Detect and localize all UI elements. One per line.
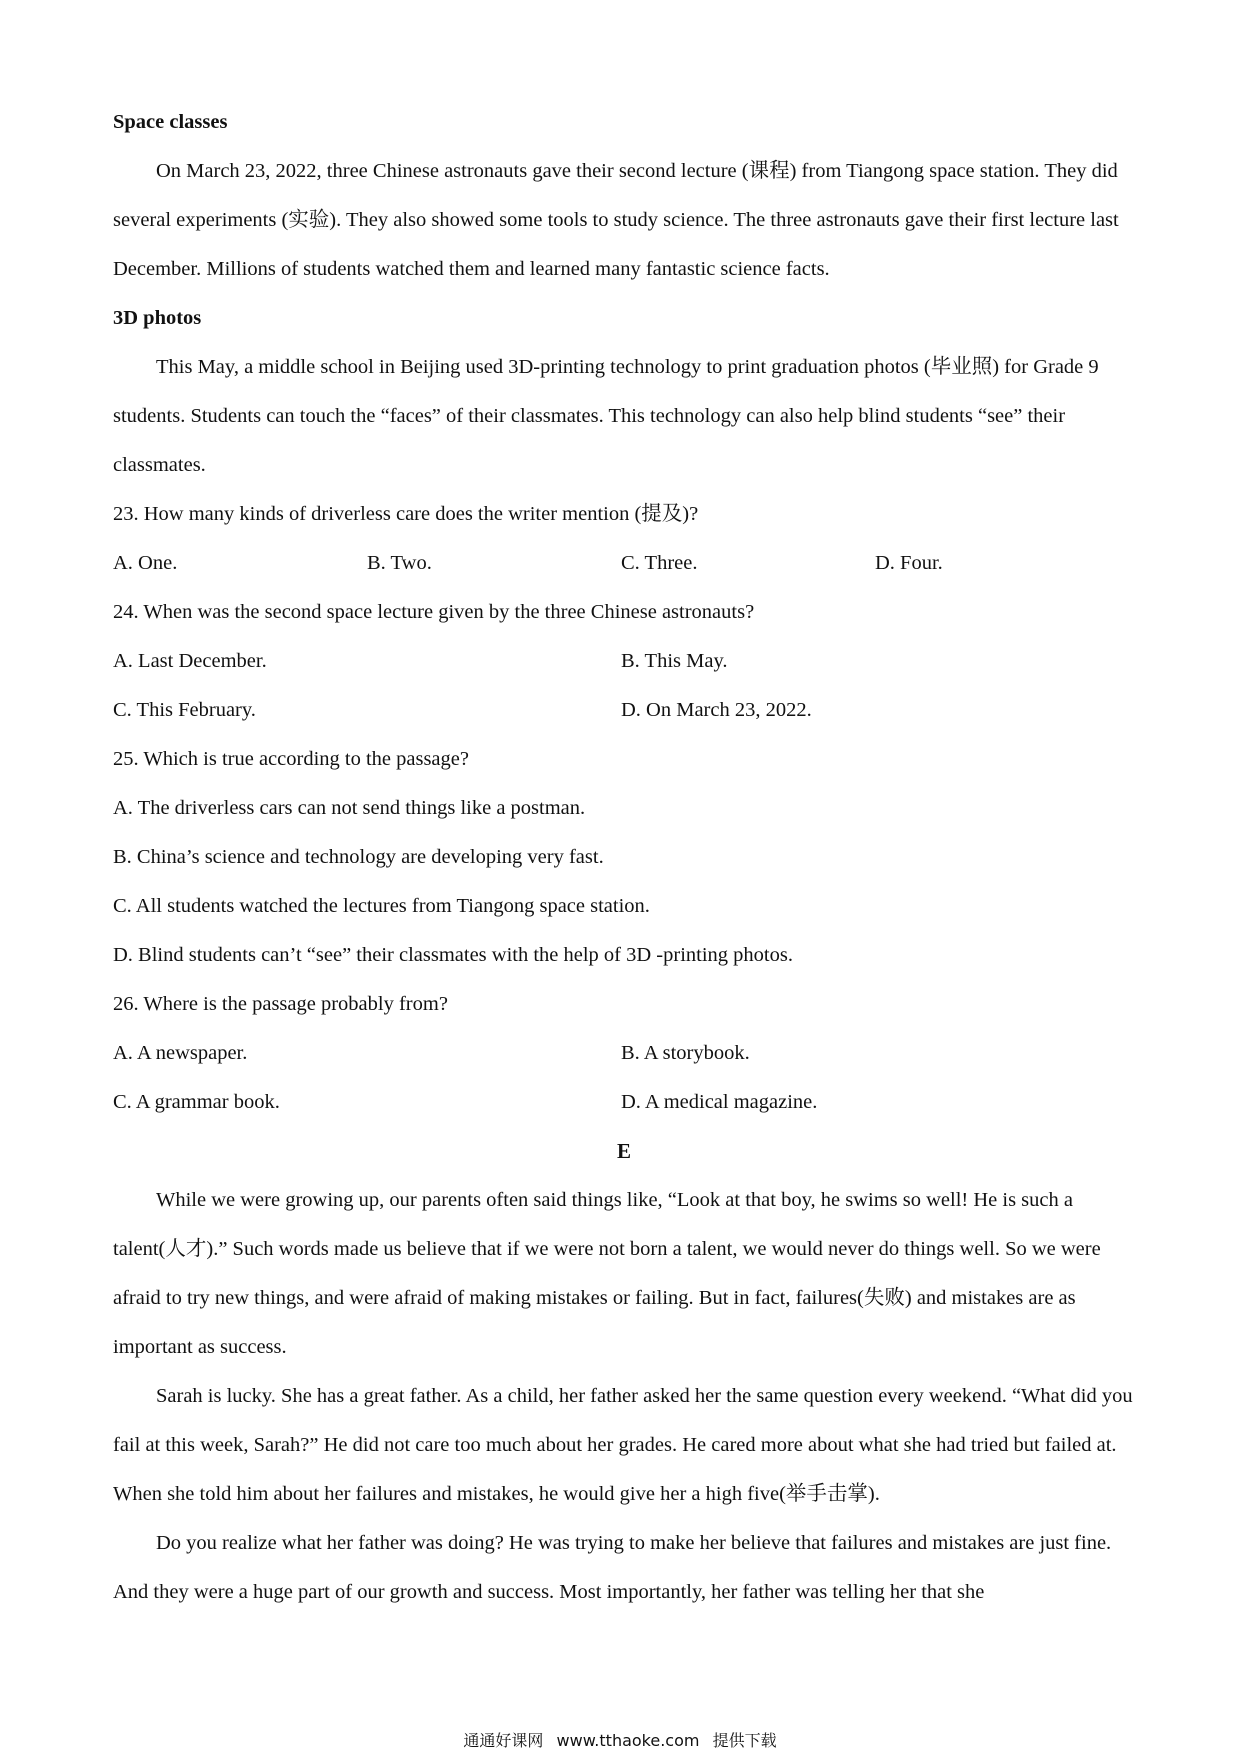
question-26-options-row2 xyxy=(113,1078,1135,1127)
option: C. All students watched the lectures from Tiangong space station. xyxy=(113,895,650,917)
passage-e-label: E xyxy=(616,1139,631,1163)
option: D. On March 23, 2022. xyxy=(621,699,812,721)
option: A. Last December. xyxy=(113,650,267,672)
passage-e-paragraph: Do you realize what her father was doing? He was trying to make her believe that failures and mistakes are just fine. And they were a huge part of our growth and success. Most importantly, her father was telling her that she xyxy=(113,1532,1112,1603)
option: C. A grammar book. xyxy=(113,1091,280,1113)
question-23-options xyxy=(113,539,1135,588)
question-26-stem: 26. Where is the passage probably from? xyxy=(113,993,448,1015)
question-25-stem: 25. Which is true according to the passage? xyxy=(113,748,469,770)
question-23-stem: 23. How many kinds of driverless care does the writer mention (提及)? xyxy=(113,503,699,525)
section-heading-photos: 3D photos xyxy=(113,307,202,329)
document-page xyxy=(113,98,1135,1617)
option: D. A medical magazine. xyxy=(621,1091,818,1113)
option: B. A storybook. xyxy=(621,1042,750,1064)
passage-e-paragraph: While we were growing up, our parents often said things like, “Look at that boy, he swims so well! He is such a talent(人才).” Such words made us believe that if we were not born a talent, we would never do things well. So we were afraid to try new things, and were afraid of making mistakes or failing. But in fact, failures(失败) and mistakes are as important as success. xyxy=(113,1189,1101,1358)
option: D. Blind students can’t “see” their classmates with the help of 3D -printing photos. xyxy=(113,944,793,966)
footer-note: 提供下载 xyxy=(712,1731,777,1750)
option: A. One. xyxy=(113,552,178,574)
footer-url[interactable]: www.tthaoke.com xyxy=(556,1731,700,1750)
footer-site-name: 通通好课网 xyxy=(463,1731,544,1750)
option: A. A newspaper. xyxy=(113,1042,248,1064)
question-24-options-row2 xyxy=(113,686,1135,735)
space-paragraph: On March 23, 2022, three Chinese astronauts gave their second lecture (课程) from Tiangong space station. They did several experiments (实验). They also showed some tools to study science. The three astronauts gave their first lecture last December. Millions of students watched them and learned many fantastic science facts. xyxy=(113,160,1119,280)
option: A. The driverless cars can not send things like a postman. xyxy=(113,797,586,819)
question-24-stem: 24. When was the second space lecture given by the three Chinese astronauts? xyxy=(113,601,755,623)
question-26-options-row1 xyxy=(113,1029,1135,1078)
option: D. Four. xyxy=(875,552,943,574)
option: B. China’s science and technology are developing very fast. xyxy=(113,846,604,868)
option: B. This May. xyxy=(621,650,728,672)
section-heading-space: Space classes xyxy=(113,111,228,133)
question-24-options-row1 xyxy=(113,637,1135,686)
option: C. Three. xyxy=(621,552,698,574)
option: C. This February. xyxy=(113,699,256,721)
page-footer xyxy=(0,1728,1240,1751)
option: B. Two. xyxy=(367,552,432,574)
photos-paragraph: This May, a middle school in Beijing used 3D-printing technology to print graduation photos (毕业照) for Grade 9 students. Students can touch the “faces” of their classmates. This technology can also help blind students “see” their classmates. xyxy=(113,356,1099,476)
passage-e-paragraph: Sarah is lucky. She has a great father. As a child, her father asked her the same question every weekend. “What did you fail at this week, Sarah?” He did not care too much about her grades. He cared more about what she had tried but failed at. When she told him about her failures and mistakes, he would give her a high five(举手击掌). xyxy=(113,1385,1133,1505)
